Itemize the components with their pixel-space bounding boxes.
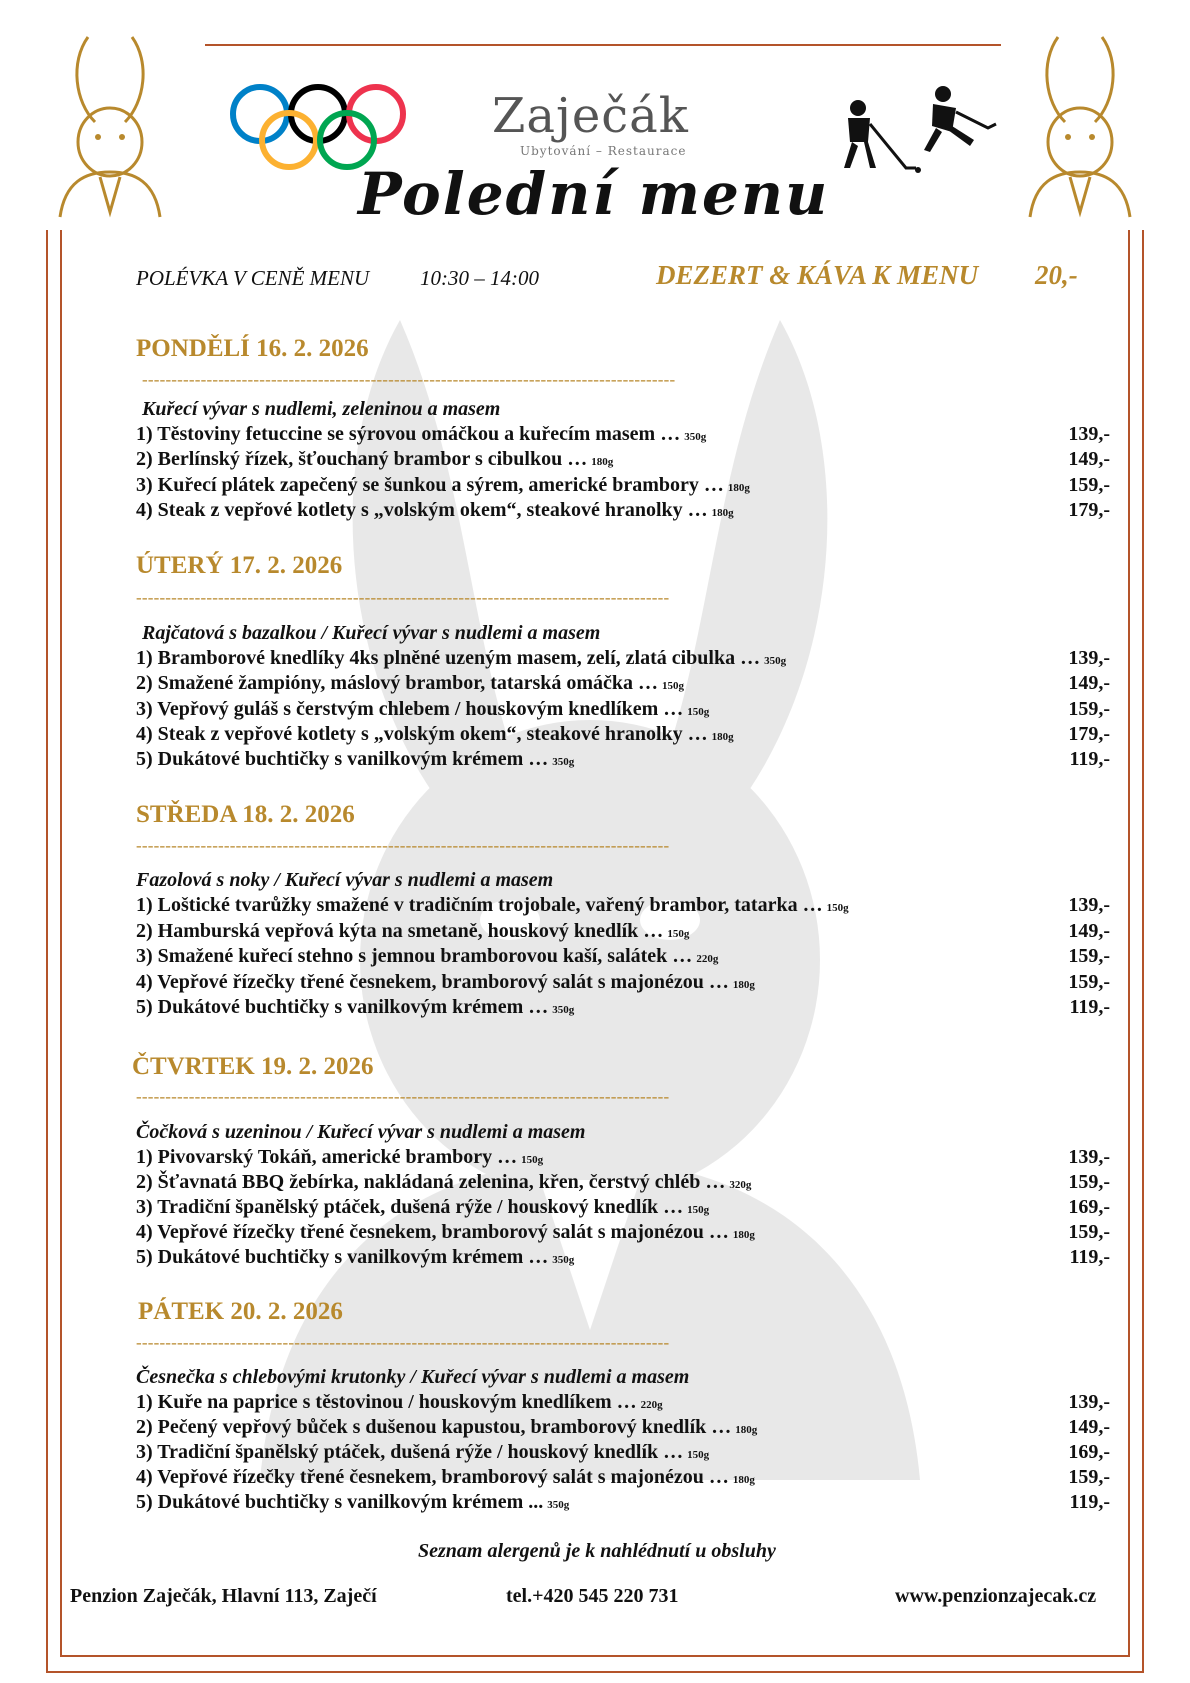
menu-item-price: 149,- [1068, 448, 1110, 470]
menu-item-price: 139,- [1068, 1146, 1110, 1168]
dessert-note: DEZERT & KÁVA K MENU [656, 260, 979, 290]
menu-item [136, 672, 684, 695]
menu-item [136, 945, 718, 968]
menu-item [136, 647, 786, 670]
menu-item [136, 1416, 757, 1439]
menu-item-price: 169,- [1068, 1196, 1110, 1218]
logo-name: Zaječák [492, 88, 689, 144]
menu-item [136, 971, 755, 994]
frame-bottom-inner [60, 1655, 1130, 1657]
footer-phone[interactable]: tel.+420 545 220 731 [506, 1585, 679, 1607]
day-divider: ------------------------------------------------------------------------------------------- [136, 1087, 670, 1106]
allergen-note: Seznam alergenů je k nahlédnutí u obsluhy [418, 1540, 776, 1562]
day-title: PÁTEK 20. 2. 2026 [138, 1298, 343, 1325]
menu-item-name: 3) Kuřecí plátek zapečený se šunkou a sýrem, americké brambory … [136, 474, 724, 496]
menu-item-grams: 180g [732, 1474, 755, 1486]
menu-item-name: 1) Pivovarský Tokáň, americké brambory … [136, 1146, 518, 1168]
menu-item-price: 139,- [1068, 647, 1110, 669]
menu-item-grams: 220g [696, 953, 719, 965]
menu-item [136, 448, 613, 471]
menu-item-grams: 350g [552, 1254, 575, 1266]
menu-item-grams: 320g [729, 1179, 752, 1191]
menu-item-name: 3) Tradiční španělský ptáček, dušená rýže / houskový knedlík … [136, 1196, 684, 1218]
menu-item-name: 2) Šťavnatá BBQ žebírka, nakládaná zelenina, křen, čerstvý chléb … [136, 1171, 726, 1193]
menu-item-price: 159,- [1068, 1221, 1110, 1243]
menu-item-price: 119,- [1069, 748, 1110, 770]
menu-item-grams: 150g [687, 1449, 710, 1461]
menu-item-name: 1) Těstoviny fetuccine se sýrovou omáčkou a kuřecím masem … [136, 423, 681, 445]
menu-item [136, 894, 849, 917]
menu-item [136, 423, 706, 446]
menu-item-name: 3) Smažené kuřecí stehno s jemnou bramborovou kaší, salátek … [136, 945, 693, 967]
menu-item-price: 149,- [1068, 920, 1110, 942]
menu-item [136, 499, 734, 522]
olympic-rings-icon [228, 82, 408, 172]
menu-item-grams: 350g [552, 756, 575, 768]
menu-item-price: 139,- [1068, 1391, 1110, 1413]
menu-item [136, 1146, 543, 1169]
menu-item-price: 119,- [1069, 1491, 1110, 1513]
menu-item-name: 3) Vepřový guláš s čerstvým chlebem / houskovým knedlíkem … [136, 698, 684, 720]
dessert-price: 20,- [1035, 260, 1078, 290]
menu-item-name: 4) Steak z vepřové kotlety s „volským okem“, steakové hranolky … [136, 499, 708, 521]
menu-item [136, 1391, 663, 1414]
footer-website[interactable]: www.penzionzajecak.cz [895, 1585, 1097, 1607]
menu-item-price: 159,- [1068, 1171, 1110, 1193]
menu-item-price: 149,- [1068, 1416, 1110, 1438]
menu-item-price: 159,- [1068, 474, 1110, 496]
footer-address: Penzion Zaječák, Hlavní 113, Zaječí [70, 1585, 377, 1607]
day-divider: ------------------------------------------------------------------------------------------- [136, 1333, 670, 1352]
menu-item [136, 1466, 755, 1489]
day-divider: ------------------------------------------------------------------------------------------- [136, 836, 670, 855]
menu-item [136, 1441, 709, 1464]
day-title: ÚTERÝ 17. 2. 2026 [136, 552, 343, 579]
menu-item-grams: 180g [711, 731, 734, 743]
menu-item-grams: 180g [727, 482, 750, 494]
hockey-players-icon [828, 80, 1008, 180]
rabbit-right-icon [1020, 22, 1140, 222]
menu-item [136, 748, 574, 771]
day-divider: ------------------------------------------------------------------------------------------- [142, 370, 676, 389]
menu-item-name: 4) Steak z vepřové kotlety s „volským okem“, steakové hranolky … [136, 723, 708, 745]
menu-item-price: 139,- [1068, 423, 1110, 445]
menu-item [136, 1196, 709, 1219]
menu-item-price: 159,- [1068, 698, 1110, 720]
menu-item-grams: 220g [640, 1399, 663, 1411]
menu-item [136, 474, 750, 497]
menu-item-grams: 180g [732, 1229, 755, 1241]
menu-item-name: 2) Berlínský řízek, šťouchaný brambor s cibulkou … [136, 448, 588, 470]
day-soup: Fazolová s noky / Kuřecí vývar s nudlemi a masem [136, 869, 554, 891]
menu-item-price: 119,- [1069, 996, 1110, 1018]
menu-item-price: 159,- [1068, 945, 1110, 967]
day-soup: Čočková s uzeninou / Kuřecí vývar s nudlemi a masem [136, 1121, 586, 1143]
menu-item [136, 1491, 569, 1514]
page-title: Polední menu [358, 160, 830, 228]
menu-item-name: 3) Tradiční španělský ptáček, dušená rýže / houskový knedlík … [136, 1441, 684, 1463]
day-soup: Česnečka s chlebovými krutonky / Kuřecí vývar s nudlemi a masem [136, 1366, 690, 1388]
frame-left-inner [60, 230, 62, 1656]
menu-item-grams: 350g [764, 655, 787, 667]
menu-item-price: 149,- [1068, 672, 1110, 694]
menu-item-price: 169,- [1068, 1441, 1110, 1463]
menu-item-grams: 150g [521, 1154, 544, 1166]
menu-item-name: 2) Smažené žampióny, máslový brambor, tatarská omáčka … [136, 672, 659, 694]
menu-item-grams: 180g [711, 507, 734, 519]
day-divider: ------------------------------------------------------------------------------------------- [136, 588, 670, 607]
menu-item-grams: 150g [687, 1204, 710, 1216]
menu-item-price: 159,- [1068, 1466, 1110, 1488]
frame-bottom-outer [46, 1671, 1144, 1673]
menu-item-grams: 350g [547, 1499, 570, 1511]
top-rule [205, 44, 1001, 46]
menu-item [136, 723, 734, 746]
day-title: STŘEDA 18. 2. 2026 [136, 801, 355, 828]
frame-left-outer [46, 230, 48, 1673]
menu-item-name: 5) Dukátové buchtičky s vanilkovým krémem … [136, 996, 549, 1018]
menu-item-price: 119,- [1069, 1246, 1110, 1268]
menu-item-price: 179,- [1068, 723, 1110, 745]
menu-item-name: 5) Dukátové buchtičky s vanilkovým krémem … [136, 1246, 549, 1268]
menu-item-grams: 150g [667, 928, 690, 940]
menu-item-name: 1) Kuře na paprice s těstovinou / houskovým knedlíkem … [136, 1391, 637, 1413]
rabbit-left-icon [50, 22, 170, 222]
menu-item-name: 1) Bramborové knedlíky 4ks plněné uzeným masem, zelí, zlatá cibulka … [136, 647, 761, 669]
menu-item-name: 4) Vepřové řízečky třené česnekem, bramborový salát s majonézou … [136, 971, 729, 993]
menu-item-grams: 180g [732, 979, 755, 991]
menu-item-price: 159,- [1068, 971, 1110, 993]
menu-item [136, 996, 574, 1019]
menu-item-name: 4) Vepřové řízečky třené česnekem, bramborový salát s majonézou … [136, 1221, 729, 1243]
menu-item [136, 698, 709, 721]
menu-item [136, 920, 689, 943]
day-soup: Rajčatová s bazalkou / Kuřecí vývar s nudlemi a masem [142, 622, 601, 644]
menu-item-name: 4) Vepřové řízečky třené česnekem, bramborový salát s majonézou … [136, 1466, 729, 1488]
menu-item [136, 1246, 574, 1269]
menu-item-grams: 150g [662, 680, 685, 692]
menu-item [136, 1171, 751, 1194]
menu-item [136, 1221, 755, 1244]
frame-right-outer [1142, 230, 1144, 1673]
day-title: PONDĚLÍ 16. 2. 2026 [136, 335, 369, 362]
menu-item-grams: 150g [826, 902, 849, 914]
menu-item-price: 139,- [1068, 894, 1110, 916]
opening-hours: 10:30 – 14:00 [420, 266, 539, 290]
menu-item-name: 5) Dukátové buchtičky s vanilkovým krémem ... [136, 1491, 544, 1513]
menu-item-name: 5) Dukátové buchtičky s vanilkovým krémem … [136, 748, 549, 770]
menu-item-price: 179,- [1068, 499, 1110, 521]
menu-item-grams: 180g [735, 1424, 758, 1436]
menu-item-grams: 150g [687, 706, 710, 718]
menu-item-name: 1) Loštické tvarůžky smažené v tradičním trojobale, vařený brambor, tatarka … [136, 894, 823, 916]
day-soup: Kuřecí vývar s nudlemi, zeleninou a masem [142, 398, 501, 420]
logo-tagline: Ubytování – Restaurace [520, 144, 687, 158]
menu-item-grams: 180g [591, 456, 614, 468]
day-title: ČTVRTEK 19. 2. 2026 [132, 1053, 374, 1080]
menu-item-name: 2) Hamburská vepřová kýta na smetaně, houskový knedlík … [136, 920, 664, 942]
menu-item-name: 2) Pečený vepřový bůček s dušenou kapustou, bramborový knedlík … [136, 1416, 732, 1438]
soup-note: POLÉVKA V CENĚ MENU [136, 266, 370, 290]
frame-right-inner [1128, 230, 1130, 1656]
menu-item-grams: 350g [684, 431, 707, 443]
menu-item-grams: 350g [552, 1004, 575, 1016]
